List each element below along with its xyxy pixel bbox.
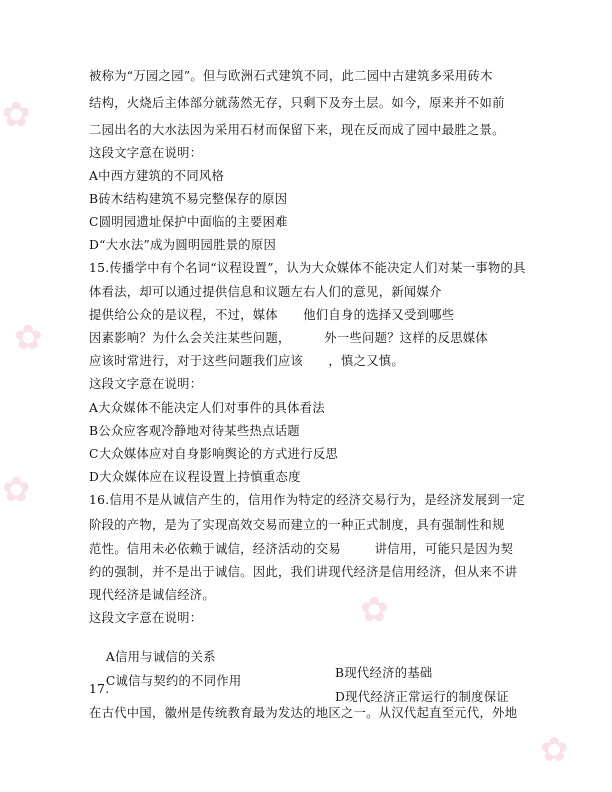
- passage-line: 因素影响？为什么会关注某些问题， 外一些问题？这样的反思媒体: [89, 331, 488, 345]
- watermark-logo: ✿: [2, 470, 31, 510]
- question-prompt: 这段文字意在说明：: [89, 377, 203, 391]
- option-c: C大众媒体应对自身影响舆论的方式进行反思: [89, 447, 339, 461]
- question-15-line: 15.传播学中有个名词“议程设置”，认为大众媒体不能决定人们对某一事物的具: [89, 261, 526, 275]
- option-c: C诚信与契约的不同作用: [105, 674, 242, 688]
- watermark-logo: ✿: [2, 95, 31, 135]
- passage-line: 阶段的产物，是为了实现高效交易而建立的一种正式制度，具有强制性和规: [89, 518, 505, 532]
- passage-line: 在古代中国，徽州是传统教育最为发达的地区之一。从汉代起直至元代，外地: [89, 706, 518, 720]
- passage-line: 应该时常进行，对于这些问题我们应该 ，慎之又慎。: [89, 354, 404, 368]
- option-a: A中西方建筑的不同风格: [89, 169, 225, 183]
- watermark-logo: ✿: [14, 318, 43, 358]
- option-b: B现代经济的基础: [335, 666, 433, 680]
- question-17-number: 17.: [89, 682, 110, 696]
- option-a: A信用与诚信的关系: [105, 650, 216, 664]
- option-d: D大众媒体应在议程设置上持慎重态度: [89, 470, 301, 484]
- option-d: D现代经济正常运行的制度保证: [335, 690, 509, 704]
- passage-line: 二园出名的大水法因为采用石材而保留下来，现在反而成了园中最胜之景。: [89, 123, 505, 137]
- option-b: B砖木结构建筑不易完整保存的原因: [89, 192, 288, 206]
- passage-line: 结构，火烧后主体部分就荡然无存，只剩下及夯土层。如今，原来并不如前: [89, 96, 505, 110]
- passage-line: 现代经济是诚信经济。: [89, 588, 215, 602]
- passage-line: 范性。信用未必依赖于诚信，经济活动的交易 讲信用，可能只是因为契: [89, 542, 514, 556]
- watermark-logo: ✿: [540, 730, 569, 770]
- question-16-line: 16.信用不是从诚信产生的，信用作为特定的经济交易行为，是经济发展到一定: [89, 493, 526, 507]
- passage-line: 体看法，却可以通过提供信息和议题左右人们的意见，新闻媒介: [89, 285, 442, 299]
- passage-line: 提供给公众的是议程，不过，媒体 他们自身的选择又受到哪些: [89, 308, 455, 322]
- passage-line: 约的强制，并不是出于诚信。因此，我们讲现代经济是信用经济，但从来不讲: [89, 565, 518, 579]
- question-prompt: 这段文字意在说明：: [89, 611, 203, 625]
- option-c: C圆明园遗址保护中面临的主要困难: [89, 215, 288, 229]
- question-prompt: 这段文字意在说明：: [89, 146, 203, 160]
- option-d: D“大水法”成为圆明园胜景的原因: [89, 238, 277, 252]
- watermark-logo: ✿: [360, 590, 389, 630]
- option-b: B公众应客观冷静地对待某些热点话题: [89, 424, 300, 438]
- option-a: A大众媒体不能决定人们对事件的具体看法: [89, 401, 325, 415]
- passage-line: 被称为“万园之园”。但与欧洲石式建筑不同，此二园中古建筑多采用砖木: [89, 69, 493, 83]
